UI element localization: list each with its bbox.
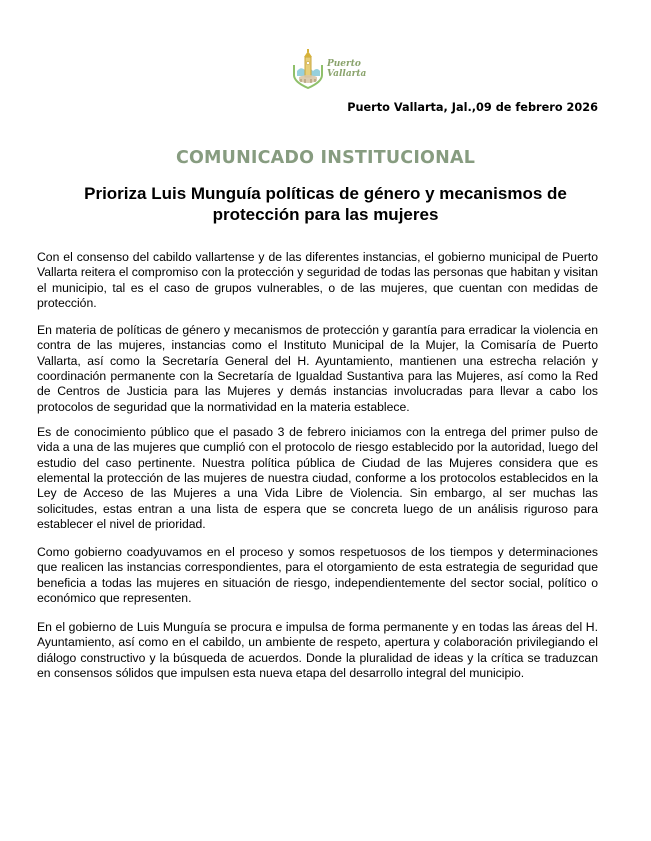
body-paragraph: En materia de políticas de género y mecanismos de protección y garantía para erradicar la violencia en contra de las mujeres, instancias como el Instituto Municipal de la Mujer, la Comisaría de Puerto Vallarta, así como la Secretaría General del H. Ayuntamiento, mantienen una estrecha relación y coordinación permanente con la Secretaría de Igualdad Sustantiva para las Mujeres, así como la Red de Centros de Justicia para las Mujeres y demás instancias involucradas para llevar a cabo los protocolos de seguridad que la normatividad en la materia establece. <box>37 323 598 414</box>
body-paragraph: Es de conocimiento público que el pasado 3 de febrero iniciamos con la entrega del primer pulso de vida a una de las mujeres que cumplió con el protocolo de riesgo establecido por la autoridad, luego del estudio del caso pertinente. Nuestra política pública de Ciudad de las Mujeres considera que es elemental la protección de las mujeres de nuestra ciudad, conforme a los protocolos establecidos en la Ley de Acceso de las Mujeres a una Vida Libre de Violencia. Sin embargo, al ser muchas las solicitudes, estas entran a una lista de espera que se concreta luego de un análisis riguroso para establecer el nivel de prioridad. <box>37 425 598 531</box>
headline: Prioriza Luis Munguía políticas de género y mecanismos de protección para las mujeres <box>84 184 567 224</box>
logo-wordmark <box>327 59 366 79</box>
body-paragraph: Con el consenso del cabildo vallartense y de las diferentes instancias, el gobierno municipal de Puerto Vallarta reitera el compromiso con la protección y seguridad de todas las personas que habitan y visitan el municipio, tal es el caso de grupos vulnerables, o de las mujeres, que cuentan con medidas de protección. <box>37 250 598 311</box>
puerto-vallarta-logo <box>291 46 371 92</box>
logo-line-2: Vallarta <box>327 69 367 79</box>
document-kicker: COMUNICADO INSTITUCIONAL <box>175 148 476 168</box>
body-paragraph: En el gobierno de Luis Munguía se procura e impulsa de forma permanente y en todas las áreas del H. Ayuntamiento, así como en el cabildo, un ambiente de respeto, apertura y colaboración privilegiando el diálogo constructivo y la búsqueda de acuerdos. Donde la pluralidad de ideas y la crítica se traduzcan en consensos sólidos que impulsen esta nueva etapa del desarrollo integral del municipio. <box>37 620 598 681</box>
body-paragraph: Como gobierno coadyuvamos en el proceso y somos respetuosos de los tiempos y determinaciones que realicen las instancias correspondientes, para el otorgamiento de esta estrategia de seguridad que beneficia a todas las mujeres en situación de riesgo, independientemente del sector social, político o económico que representen. <box>37 545 598 606</box>
logo-line-1: Puerto <box>327 59 361 69</box>
dateline: Puerto Vallarta, Jal.,09 de febrero 2026 <box>347 101 598 114</box>
city-crest-icon <box>291 49 325 89</box>
